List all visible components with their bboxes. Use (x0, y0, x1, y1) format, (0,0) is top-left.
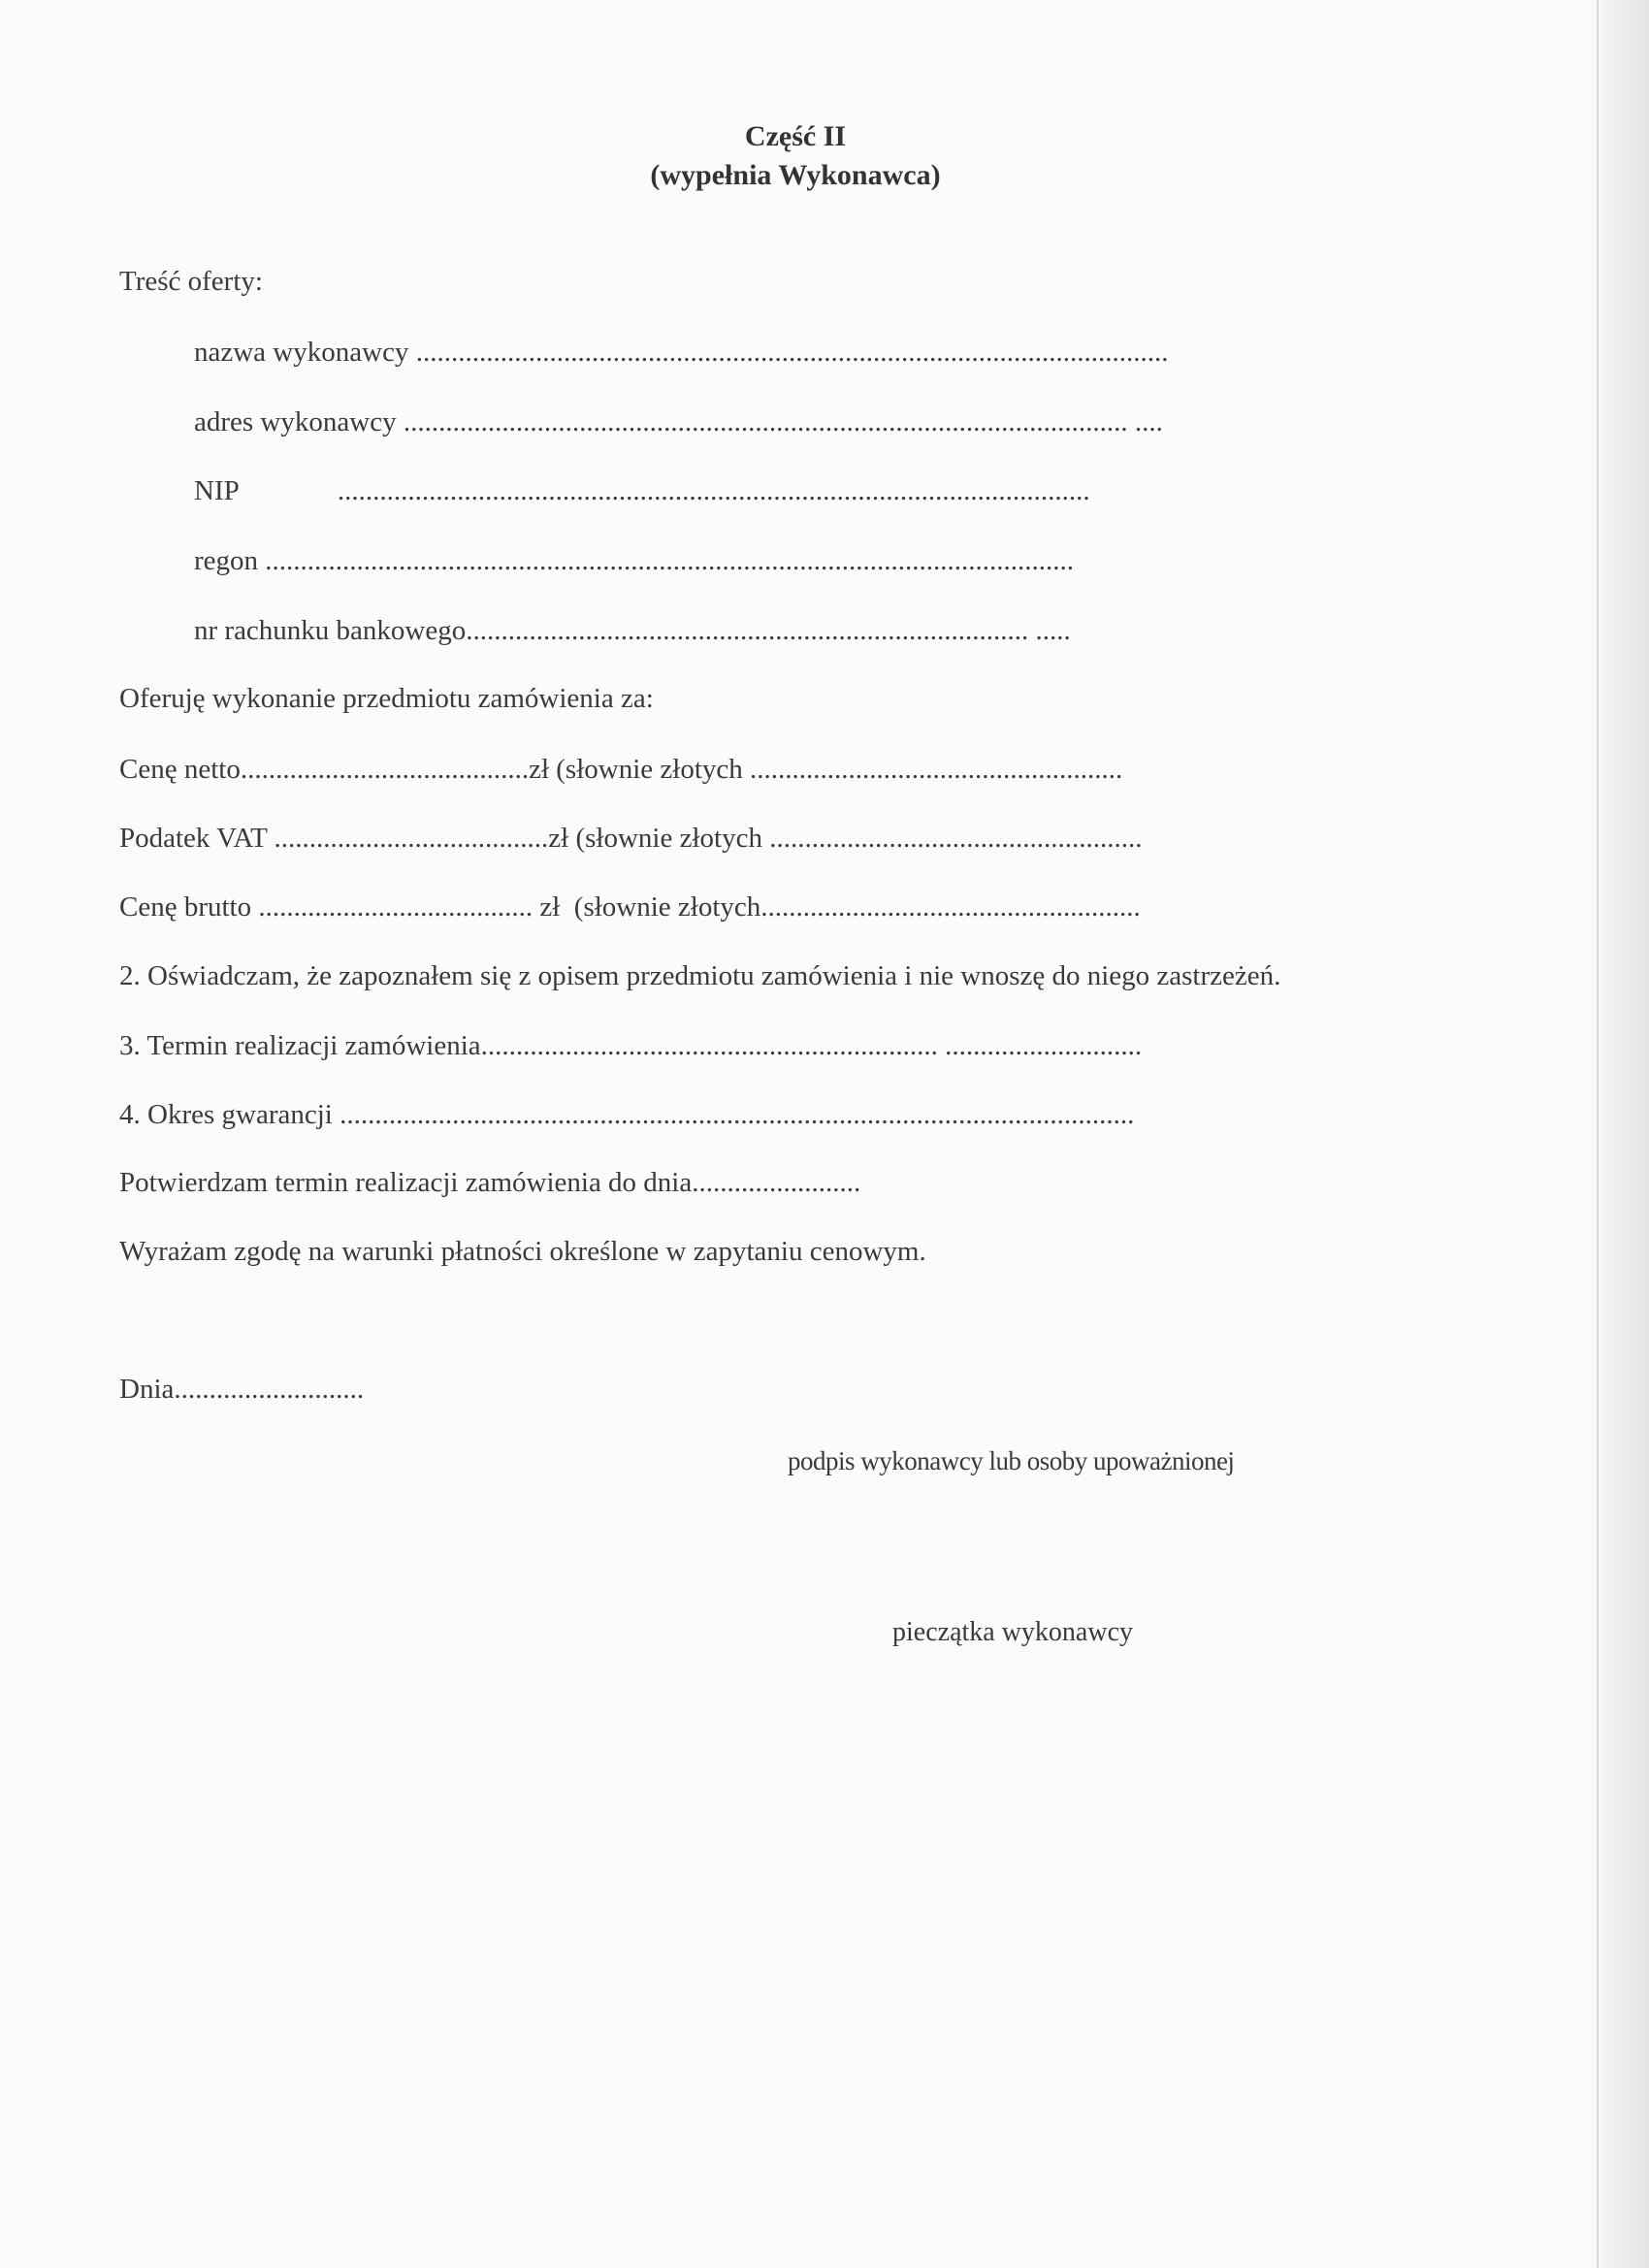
field-label: nazwa wykonawcy (194, 337, 409, 368)
price-row-brutto (119, 890, 1141, 924)
statement-label: 4. Okres gwarancji (119, 1099, 333, 1130)
fill-in-dots: ................................................................................................................. (340, 1099, 1135, 1130)
statement-3 (119, 1028, 1142, 1063)
field-label: adres wykonawcy (194, 406, 397, 437)
fill-in-dots: ........................ (692, 1167, 861, 1198)
page-subtitle: (wypełnia Wykonawca) (650, 159, 941, 191)
fill-in-dots: ....................................... (274, 823, 549, 854)
page-title: Część II (744, 120, 847, 152)
fill-in-dots: ........................................................................................................... (337, 475, 1090, 506)
price-label: Cenę brutto (119, 891, 252, 923)
fill-in-dots: ........................................................................................................... (415, 337, 1169, 368)
price-label: Cenę netto (119, 754, 241, 785)
offer-label: Treść oferty: (119, 266, 263, 297)
statement-label: 3. Termin realizacji zamówienia (119, 1030, 481, 1061)
fill-in-dots: ....................................... (258, 891, 534, 923)
currency-unit: zł (529, 754, 550, 785)
signature-caption: podpis wykonawcy lub osoby upoważnionej (788, 1446, 1235, 1475)
confirm-line (119, 1165, 860, 1200)
field-label: NIP (194, 475, 239, 506)
page-edge-line (1597, 0, 1599, 2268)
words-label: (słownie złotych (573, 891, 761, 923)
currency-unit: zł (539, 891, 561, 923)
confirm-label: Potwierdzam termin realizacji zamówienia do dnia (119, 1167, 693, 1198)
fill-in-dots: ........................... (174, 1374, 365, 1405)
words-label: (słownie złotych (556, 754, 743, 785)
field-label: nr rachunku bankowego (194, 615, 467, 646)
field-adres-wykonawcy (194, 405, 1163, 439)
agree-line: Wyrażam zgodę na warunki płatności określone w zapytaniu cenowym. (119, 1236, 926, 1267)
page-edge-shadow (1591, 0, 1649, 2268)
currency-unit: zł (548, 823, 569, 854)
date-label: Dnia (119, 1374, 175, 1405)
fill-in-dots: ................................................................................................................... (265, 545, 1075, 576)
fill-in-dots: ................................................................................ ..... (466, 615, 1071, 646)
field-rachunek (194, 613, 1071, 648)
statement-2: 2. Oświadczam, że zapoznałem się z opisem przedmiotu zamówienia i nie wnoszę do niego zastrzeżeń. (119, 960, 1281, 991)
date-line (119, 1372, 364, 1407)
fill-in-dots: ................................................................. ............................ (480, 1030, 1143, 1061)
price-label: Podatek VAT (119, 823, 268, 854)
fill-in-dots: ..................................................... (769, 823, 1143, 854)
fill-in-dots: ....................................................................................................... .... (403, 406, 1163, 437)
words-label: (słownie złotych (575, 823, 762, 854)
statement-4 (119, 1097, 1134, 1132)
fill-in-dots: ..................................................... (750, 754, 1123, 785)
field-regon (194, 543, 1074, 578)
fill-in-dots: ...................................................... (760, 891, 1141, 923)
field-nip (194, 473, 1090, 508)
field-label: regon (194, 545, 259, 576)
fill-in-dots: ......................................... (240, 754, 530, 785)
price-row-netto (119, 752, 1122, 787)
stamp-caption: pieczątka wykonawcy (892, 1617, 1133, 1647)
price-intro: Oferuję wykonanie przedmiotu zamówienia za: (119, 683, 654, 714)
field-nazwa-wykonawcy (194, 335, 1168, 370)
price-row-vat (119, 821, 1142, 856)
